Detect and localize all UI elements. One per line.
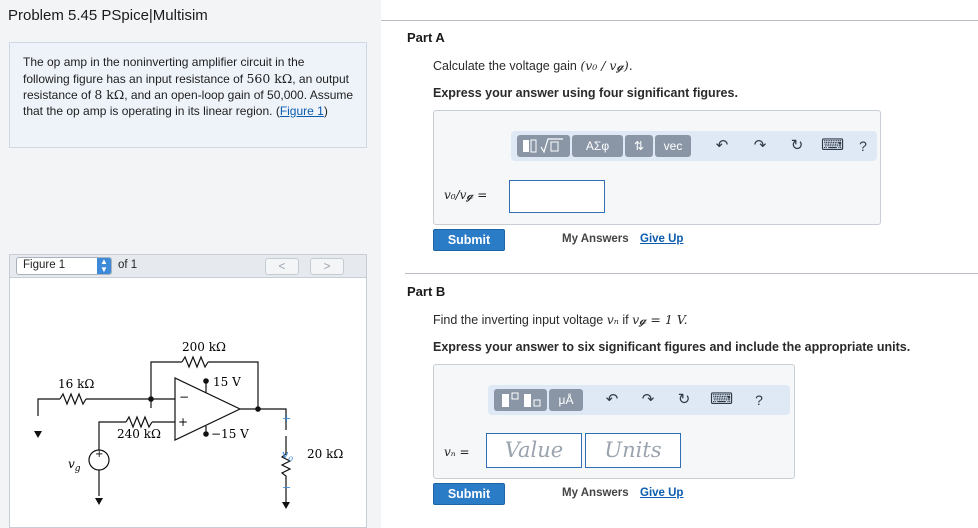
template-button[interactable] [494, 389, 547, 411]
vector-button[interactable]: vec [655, 135, 691, 157]
label-vpos: 15 V [213, 375, 241, 389]
label-vo [282, 448, 293, 463]
label-vg [68, 457, 81, 474]
figure-panel [9, 278, 367, 528]
part-a-give-up-link[interactable]: Give Up [640, 233, 684, 245]
fraction-icon [494, 389, 547, 411]
junction-dot [148, 396, 154, 402]
part-a-question [433, 58, 633, 74]
help-icon[interactable]: ? [755, 392, 763, 408]
part-a-my-answers-label: My Answers [562, 233, 629, 245]
figure-link[interactable]: Figure 1 [279, 103, 324, 118]
ground-arrow-icon [34, 431, 42, 438]
problem-text-4: ) [323, 103, 328, 118]
reset-icon[interactable]: ↻ [677, 391, 691, 408]
part-b-variable-label: vₙ = [444, 445, 470, 459]
undo-icon[interactable]: ↶ [715, 137, 729, 154]
page-title: Problem 5.45 PSpice|Multisim [8, 7, 208, 24]
part-b-answer-box [433, 364, 795, 479]
problem-text-3: , and an open-loop gain of 50,000. Assume that the op amp is operating in its linear region. ( [23, 88, 354, 118]
problem-text-1: The op amp in the noninverting amplifier circuit in the following figure has an input resistance of [23, 55, 305, 86]
part-a-answer-input[interactable] [509, 180, 605, 213]
part-a-question-text: Calculate the voltage gain [433, 59, 581, 73]
resistor-input [60, 394, 86, 404]
divider [381, 20, 978, 21]
keyboard-icon[interactable]: ⌨ [821, 137, 845, 154]
undo-icon[interactable]: ↶ [605, 391, 619, 408]
left-panel [0, 0, 381, 528]
part-b-my-answers-label: My Answers [562, 487, 629, 499]
reset-icon[interactable]: ↻ [790, 137, 804, 154]
ground-arrow-icon [282, 502, 290, 509]
help-icon[interactable]: ? [859, 138, 867, 154]
part-a-submit-button[interactable]: Submit [433, 229, 505, 251]
label-opamp-plus: + [178, 415, 189, 429]
figure-selector[interactable] [16, 257, 112, 275]
junction-dot [203, 378, 209, 384]
part-a-question-math: (v₀ / v𝓰). [580, 58, 633, 73]
wire-input-left [38, 399, 60, 416]
label-vo-sub: o [288, 454, 294, 463]
problem-statement [9, 42, 367, 148]
label-source-plus: + [95, 449, 104, 460]
label-opamp-minus: − [179, 390, 190, 404]
ground-arrow-icon [95, 498, 103, 505]
divider [405, 273, 978, 274]
label-r-load: 20 kΩ [307, 447, 344, 461]
problem-text-2: , an output resistance of [23, 71, 349, 102]
label-r-input: 16 kΩ [58, 377, 95, 391]
part-b-question-text: Find the inverting input voltage [433, 313, 607, 327]
part-b-question-var: vₙ [606, 312, 619, 327]
part-b-value-input[interactable]: Value [486, 433, 582, 468]
figure-prev-button[interactable]: < [265, 258, 299, 275]
part-b-question-math: v𝓰 = 1 V. [632, 312, 688, 327]
junction-dot [203, 431, 209, 437]
redo-icon[interactable]: ↷ [641, 391, 655, 408]
updown-icon: ▲ ▼ [97, 258, 111, 274]
junction-dot [255, 406, 261, 412]
label-r-ground: 240 kΩ [117, 427, 161, 441]
label-vg-sub: g [74, 464, 81, 474]
label-load-plus: + [282, 412, 292, 425]
label-vg-main: v [68, 457, 75, 471]
keyboard-icon[interactable]: ⌨ [710, 391, 734, 408]
label-vo-main: v [282, 448, 289, 461]
figure-selector-value: Figure 1 [23, 259, 66, 271]
figure-count: of 1 [118, 259, 138, 271]
label-load-minus: − [282, 481, 292, 494]
figure-next-button[interactable]: > [310, 258, 344, 275]
part-a-math-toolbar [511, 131, 877, 161]
resistor-ground [126, 417, 152, 427]
template-button[interactable] [517, 135, 570, 157]
part-b-give-up-link[interactable]: Give Up [640, 487, 684, 499]
part-b-units-input[interactable]: Units [585, 433, 681, 468]
figure-toolbar [9, 254, 367, 278]
resistor-feedback [182, 357, 208, 367]
units-button[interactable]: μÅ [549, 389, 583, 411]
part-b-math-toolbar [488, 385, 790, 415]
input-resistance: 560 kΩ [246, 70, 293, 86]
fraction-sqrt-icon [517, 135, 570, 157]
greek-symbols-button[interactable]: ΑΣφ [572, 135, 623, 157]
part-b-question-mid: if [618, 313, 633, 327]
part-a-answer-box [433, 110, 881, 225]
output-resistance: 8 kΩ [94, 87, 125, 102]
part-b-question [433, 312, 688, 328]
part-a-label: Part A [407, 30, 445, 45]
part-b-instruction: Express your answer to six significant figures and include the appropriate units. [433, 340, 911, 354]
updown-arrows-button[interactable]: ⇅ [625, 135, 653, 157]
part-b-label: Part B [407, 284, 446, 299]
label-vneg: −15 V [211, 427, 249, 441]
label-r-feedback: 200 kΩ [182, 340, 226, 354]
part-a-variable-label: v₀/v𝓰 = [444, 188, 488, 202]
part-a-instruction: Express your answer using four significant figures. [433, 86, 738, 100]
redo-icon[interactable]: ↷ [753, 137, 767, 154]
circuit-diagram [10, 278, 368, 528]
part-b-submit-button[interactable]: Submit [433, 483, 505, 505]
